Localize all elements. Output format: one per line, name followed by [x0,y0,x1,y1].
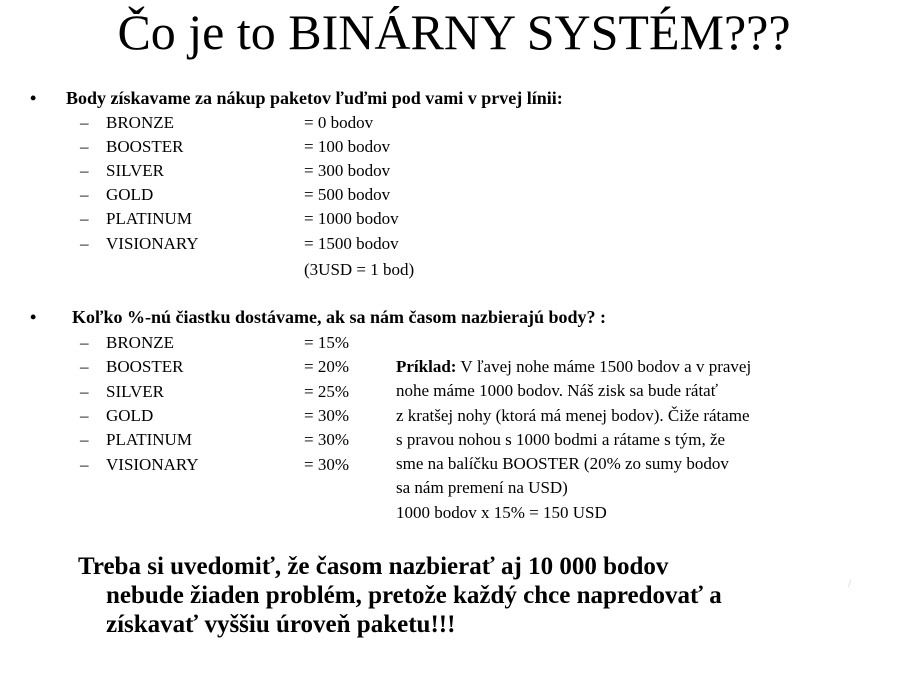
package-points: = 300 bodov [304,161,391,180]
package-name: BRONZE [106,333,174,352]
package-name: GOLD [106,185,154,204]
package-name: BRONZE [106,113,174,132]
package-points: = 500 bodov [304,185,391,204]
package-name: PLATINUM [106,209,192,228]
package-points: = 0 bodov [304,113,374,132]
bullet-icon: • [30,88,37,108]
package-percent: = 25% [304,382,349,401]
example-label: Príklad: [396,357,457,376]
example-line: sa nám premení na USD) [396,478,568,498]
package-name: SILVER [106,382,164,401]
closing-line: získavať vyššiu úroveň paketu!!! [106,611,456,638]
package-name: BOOSTER [106,357,184,376]
example-line [396,355,751,379]
section1-heading: Body získavame za nákup paketov ľuďmi pod vami v prvej línii: [66,88,563,108]
dash-icon: – [80,455,89,474]
dash-icon: – [80,333,89,352]
dash-icon: – [80,137,89,156]
package-percent: = 30% [304,430,349,449]
package-name: GOLD [106,406,154,425]
dash-icon: – [80,382,89,401]
package-percent: = 15% [304,333,349,352]
closing-line: Treba si uvedomiť, že časom nazbierať aj 10 000 bodov [78,553,669,580]
example-line: nohe máme 1000 bodov. Náš zisk sa bude rátať [396,381,718,401]
example-result: 1000 bodov x 15% = 150 USD [396,502,607,522]
package-points: = 1500 bodov [304,234,399,253]
package-percent: = 30% [304,455,349,474]
dash-icon: – [80,430,89,449]
bullet-icon: • [30,307,37,327]
package-percent: = 30% [304,406,349,425]
example-line: sme na balíčku BOOSTER (20% zo sumy bodov [396,454,729,474]
closing-statement [78,552,722,639]
dash-icon: – [80,234,89,253]
package-name: BOOSTER [106,137,184,156]
section2-heading: Koľko %-nú čiastku dostávame, ak sa nám časom nazbierajú body? : [72,307,606,327]
example-line: s pravou nohou s 1000 bodmi a rátame s tým, že [396,429,726,449]
faint-mark-icon: / [848,576,852,590]
closing-line: nebude žiaden problém, pretože každý chce napredovať a [106,582,722,609]
dash-icon: – [80,357,89,376]
package-name: VISIONARY [106,455,199,474]
package-points: = 100 bodov [304,137,391,156]
dash-icon: – [80,185,89,204]
package-points: = 1000 bodov [304,209,399,228]
example-line: z kratšej nohy (ktorá má menej bodov). Čiže rátame [396,405,750,425]
example-block [396,355,751,525]
dash-icon: – [80,161,89,180]
page-title: Čo je to BINÁRNY SYSTÉM??? [117,4,791,60]
conversion-note: (3USD = 1 bod) [304,260,415,279]
dash-icon: – [80,209,89,228]
package-percent: = 20% [304,357,349,376]
package-name: PLATINUM [106,430,192,449]
package-name: VISIONARY [106,234,199,253]
dash-icon: – [80,406,89,425]
dash-icon: – [80,113,89,132]
package-name: SILVER [106,161,164,180]
example-text: V ľavej nohe máme 1500 bodov a v pravej [460,357,752,376]
